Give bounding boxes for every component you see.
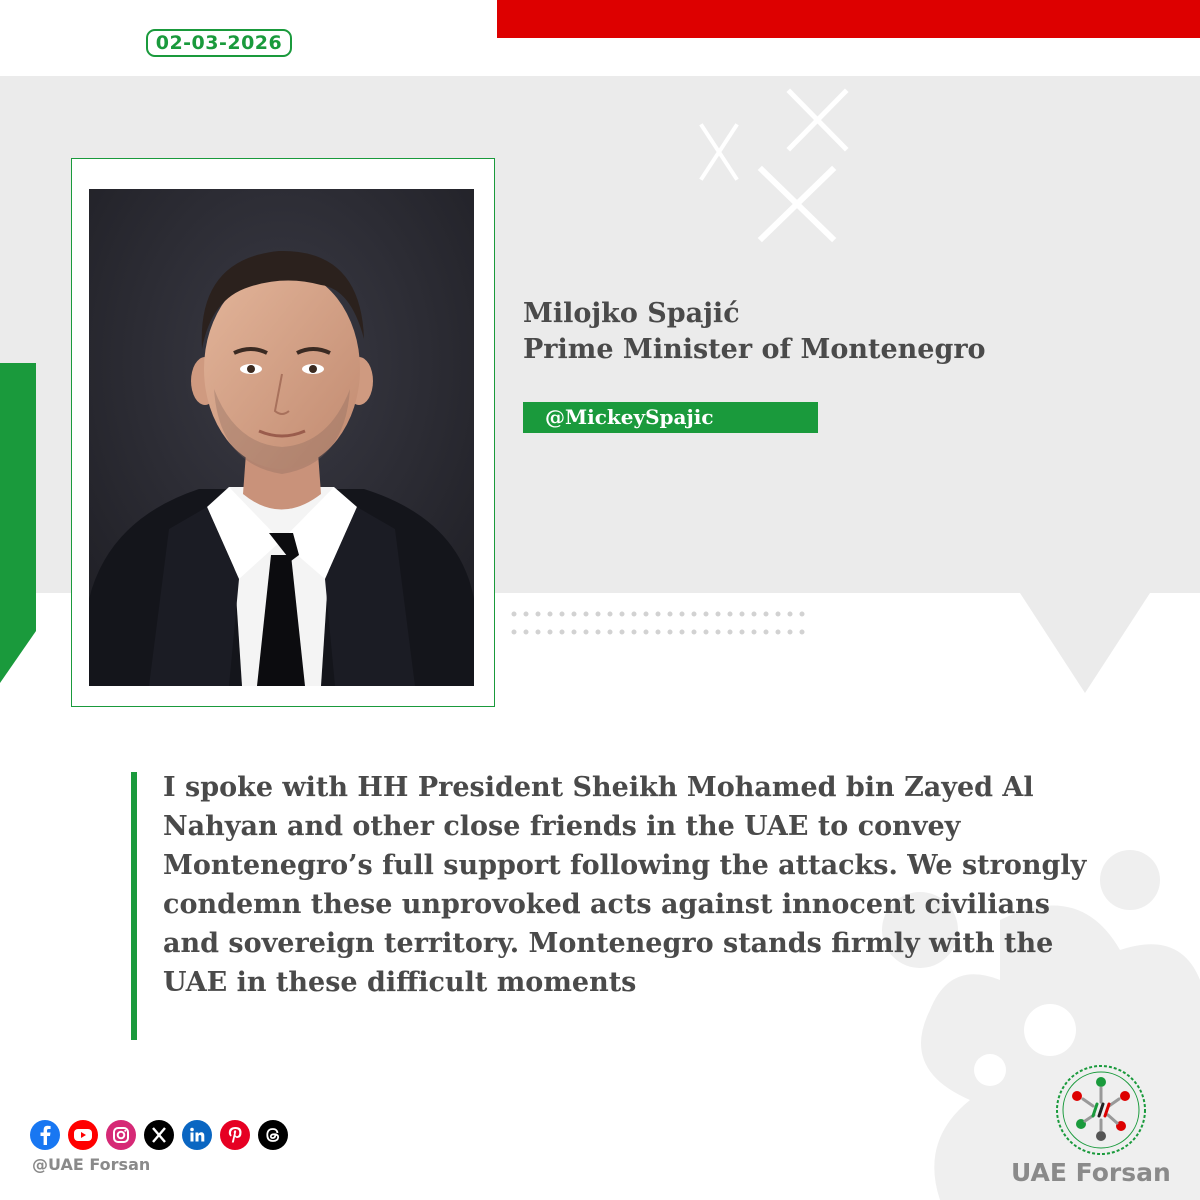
threads-icon[interactable] bbox=[258, 1120, 288, 1150]
x-icon[interactable] bbox=[144, 1120, 174, 1150]
facebook-icon[interactable] bbox=[30, 1120, 60, 1150]
portrait-photo bbox=[89, 189, 474, 686]
dot-pattern-decoration bbox=[510, 608, 810, 640]
person-title: Prime Minister of Montenegro bbox=[523, 334, 986, 365]
person-name: Milojko Spajić bbox=[523, 298, 740, 329]
uae-forsan-logo-emblem bbox=[1053, 1062, 1149, 1158]
x-logo-decoration-icon bbox=[690, 86, 860, 246]
social-icons-row bbox=[30, 1120, 288, 1150]
quote-text: I spoke with HH President Sheikh Mohamed bin Zayed Al Nahyan and other close friends in the UAE to convey Montenegro’s full support following the attacks. We strongly condemn these unprovoked acts against innocent civilians and sovereign territory. Montenegro stands firmly with the UAE in these difficult moments bbox=[163, 772, 1087, 998]
brand-name: UAE Forsan bbox=[1011, 1158, 1171, 1187]
quote-accent-bar bbox=[131, 772, 137, 1040]
pinterest-icon[interactable] bbox=[220, 1120, 250, 1150]
date-badge: 02-03-2026 bbox=[146, 29, 292, 57]
x-handle-badge[interactable]: @MickeySpajic bbox=[523, 402, 818, 433]
linkedin-icon[interactable] bbox=[182, 1120, 212, 1150]
instagram-icon[interactable] bbox=[106, 1120, 136, 1150]
left-green-accent bbox=[0, 363, 36, 683]
footer-handle: @UAE Forsan bbox=[32, 1155, 151, 1174]
youtube-icon[interactable] bbox=[68, 1120, 98, 1150]
top-red-bar bbox=[497, 0, 1200, 38]
speech-bubble-tail bbox=[1010, 585, 1150, 695]
